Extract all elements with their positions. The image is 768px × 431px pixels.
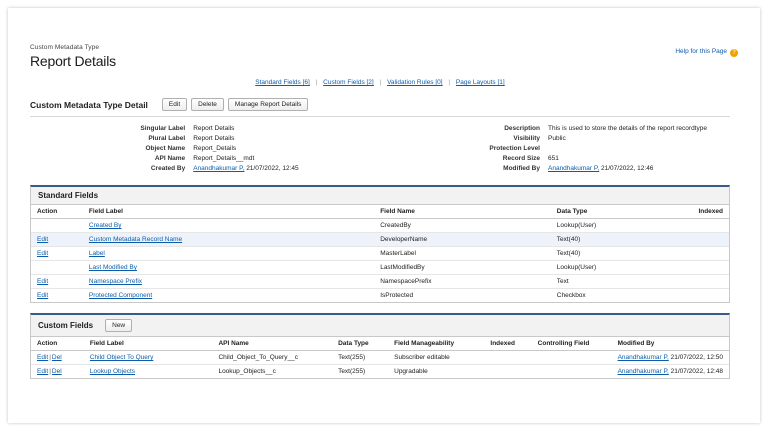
row-field-name: LastModifiedBy <box>374 261 551 275</box>
detail-column-left <box>30 123 380 173</box>
row-field-label <box>83 233 374 247</box>
detail-label: Modified By <box>503 164 540 172</box>
modified-by-timestamp: 21/07/2022, 12:48 <box>668 368 723 376</box>
detail-label: Plural Label <box>148 134 186 142</box>
detail-label: API Name <box>154 154 186 162</box>
row-field-label <box>83 219 374 233</box>
row-action <box>31 365 84 379</box>
row-controlling-field <box>532 365 612 379</box>
action-separator: | <box>49 354 51 362</box>
modified-by-timestamp: 21/07/2022, 12:50 <box>668 354 723 362</box>
row-indexed <box>484 351 531 365</box>
table-row <box>31 289 729 303</box>
row-action <box>31 351 84 365</box>
row-action <box>31 261 83 275</box>
help-link-label: Help for this Page <box>675 48 727 55</box>
column-header-field-label: Field Label <box>84 337 213 351</box>
jump-link-separator: | <box>315 79 318 86</box>
row-field-label <box>83 247 374 261</box>
row-controlling-field <box>532 351 612 365</box>
detail-row-api-name <box>30 153 370 163</box>
detail-value: This is used to store the details of the report recordtype <box>548 124 707 132</box>
column-header-action: Action <box>31 337 84 351</box>
column-header-indexed: Indexed <box>484 337 531 351</box>
table-row <box>31 261 729 275</box>
column-header-modified-by: Modified By <box>612 337 729 351</box>
detail-value: Report Details <box>193 124 235 132</box>
detail-row-created-by <box>30 163 370 173</box>
jump-link-standard-fields[interactable]: Standard Fields [6] <box>255 79 310 86</box>
modified-by-user-link[interactable]: Anandhakumar P, <box>617 354 669 362</box>
row-data-type: Text(40) <box>551 247 693 261</box>
row-indexed <box>692 233 729 247</box>
modified-by-user-link[interactable]: Anandhakumar P, <box>548 164 600 172</box>
detail-row-description <box>380 123 730 133</box>
row-action <box>31 219 83 233</box>
detail-value: Report_Details__mdt <box>193 154 255 162</box>
row-indexed <box>692 261 729 275</box>
detail-label: Record Size <box>502 154 540 162</box>
row-data-type: Text <box>551 275 693 289</box>
row-action <box>31 275 83 289</box>
row-field-label <box>84 365 213 379</box>
row-action <box>31 233 83 247</box>
jump-link-validation-rules[interactable]: Validation Rules [0] <box>387 79 443 86</box>
detail-divider <box>30 116 730 117</box>
detail-grid <box>30 123 730 173</box>
detail-label: Visibility <box>513 134 540 142</box>
row-api-name: Child_Object_To_Query__c <box>212 351 332 365</box>
field-label-link[interactable]: Last Modified By <box>88 264 137 272</box>
page-title: Report Details <box>30 53 116 69</box>
field-label-link[interactable]: Custom Metadata Record Name <box>88 236 183 244</box>
row-indexed <box>692 219 729 233</box>
page-canvas <box>8 8 760 423</box>
column-header-data-type: Data Type <box>332 337 388 351</box>
table-header-row <box>31 205 729 219</box>
row-data-type: Lookup(User) <box>551 219 693 233</box>
row-indexed <box>692 247 729 261</box>
modified-by-user-link[interactable]: Anandhakumar P, <box>617 368 669 376</box>
detail-row-record-size <box>380 153 730 163</box>
column-header-action: Action <box>31 205 83 219</box>
standard-fields-header <box>31 187 729 205</box>
page-content <box>30 44 730 389</box>
detail-value: 651 <box>548 154 559 162</box>
row-edit-link[interactable]: Edit <box>37 354 49 362</box>
row-api-name: Lookup_Objects__c <box>218 368 276 376</box>
row-data-type: Checkbox <box>556 292 586 300</box>
detail-heading: Custom Metadata Type Detail <box>30 99 148 110</box>
jump-link-page-layouts[interactable]: Page Layouts [1] <box>455 79 505 86</box>
row-field-label <box>83 261 374 275</box>
row-field-name: DeveloperName <box>374 233 551 247</box>
detail-label: Singular Label <box>140 124 186 132</box>
column-header-indexed: Indexed <box>692 205 729 219</box>
field-label-link[interactable]: Child Object To Query <box>89 354 154 362</box>
table-row <box>31 219 729 233</box>
detail-row-modified-by <box>380 163 730 173</box>
manage-report-details-button[interactable]: Manage Report Details <box>228 98 308 111</box>
row-edit-link[interactable]: Edit <box>37 236 49 244</box>
table-row <box>31 351 729 365</box>
standard-fields-panel <box>30 185 730 303</box>
standard-fields-table <box>31 205 729 302</box>
row-field-name: CreatedBy <box>374 219 551 233</box>
detail-row-singular-label <box>30 123 370 133</box>
breadcrumb: Custom Metadata Type <box>30 44 100 51</box>
modified-by-timestamp: 21/07/2022, 12:46 <box>599 164 654 172</box>
row-modified-by <box>612 351 729 365</box>
row-field-label <box>84 351 213 365</box>
created-by-timestamp: 21/07/2022, 12:45 <box>244 164 299 172</box>
edit-button[interactable]: Edit <box>162 98 187 111</box>
row-action <box>31 289 83 303</box>
detail-value <box>193 165 370 172</box>
delete-button[interactable]: Delete <box>191 98 224 111</box>
jump-link-separator: | <box>379 79 382 86</box>
column-header-field-manageability: Field Manageability <box>388 337 484 351</box>
action-separator: | <box>49 368 51 376</box>
row-edit-link[interactable]: Edit <box>37 250 49 258</box>
row-field-name: NamespacePrefix <box>374 275 551 289</box>
detail-column-right <box>380 123 730 173</box>
row-field-manageability: Subscriber editable <box>388 351 484 365</box>
field-label-link[interactable]: Namespace Prefix <box>88 278 143 286</box>
detail-row-protection-level <box>380 143 730 153</box>
row-delete-link[interactable]: Del <box>51 354 62 362</box>
row-field-manageability: Upgradable <box>394 368 428 376</box>
detail-value: Report_Details <box>193 144 237 152</box>
detail-button-group <box>162 98 308 111</box>
row-data-type: Text(40) <box>551 233 693 247</box>
detail-label: Description <box>504 124 540 132</box>
detail-label: Protection Level <box>489 144 540 152</box>
column-header-controlling-field: Controlling Field <box>532 337 612 351</box>
detail-header <box>30 98 730 111</box>
detail-label: Created By <box>150 164 186 172</box>
column-header-api-name: API Name <box>212 337 332 351</box>
custom-fields-header <box>31 315 729 337</box>
row-data-type: Text(255) <box>332 351 388 365</box>
row-edit-link[interactable]: Edit <box>37 368 49 376</box>
row-edit-link[interactable]: Edit <box>37 292 49 300</box>
detail-value <box>548 165 730 172</box>
column-header-field-label: Field Label <box>83 205 374 219</box>
row-indexed <box>484 365 531 379</box>
table-row <box>31 233 729 247</box>
detail-row-plural-label <box>30 133 370 143</box>
detail-row-visibility <box>380 133 730 143</box>
jump-link-custom-fields[interactable]: Custom Fields [2] <box>323 79 374 86</box>
field-label-link[interactable]: Lookup Objects <box>89 368 136 376</box>
question-circle-icon[interactable]: ? <box>730 49 738 57</box>
detail-label: Object Name <box>145 144 186 152</box>
row-data-type: Text(255) <box>338 368 366 376</box>
row-field-label <box>83 275 374 289</box>
custom-fields-panel <box>30 313 730 379</box>
field-label-link[interactable]: Label <box>88 250 105 258</box>
detail-value: Public <box>548 134 566 142</box>
row-data-type: Lookup(User) <box>551 261 693 275</box>
row-modified-by <box>612 365 729 379</box>
standard-fields-title: Standard Fields <box>38 191 99 201</box>
column-header-data-type: Data Type <box>551 205 693 219</box>
table-header-row <box>31 337 729 351</box>
custom-fields-title: Custom Fields <box>38 321 94 331</box>
row-edit-link[interactable]: Edit <box>37 278 49 286</box>
custom-fields-table <box>31 337 729 378</box>
table-row <box>31 247 729 261</box>
column-header-field-name: Field Name <box>374 205 551 219</box>
row-indexed <box>692 275 729 289</box>
field-label-link[interactable]: Created By <box>88 222 122 230</box>
jump-link-separator: | <box>448 79 451 86</box>
row-delete-link[interactable]: Del <box>51 368 62 376</box>
field-label-link[interactable]: Protected Component <box>88 292 153 300</box>
row-field-label <box>83 289 374 303</box>
row-action <box>31 247 83 261</box>
created-by-user-link[interactable]: Anandhakumar P, <box>193 164 245 172</box>
detail-value: Report Details <box>193 134 235 142</box>
row-indexed <box>692 289 729 303</box>
table-row <box>31 275 729 289</box>
new-custom-field-button[interactable]: New <box>105 319 132 332</box>
row-field-name: IsProtected <box>380 292 414 300</box>
row-field-name: MasterLabel <box>374 247 551 261</box>
jump-links <box>30 79 730 86</box>
detail-row-object-name <box>30 143 370 153</box>
table-row <box>31 365 729 379</box>
